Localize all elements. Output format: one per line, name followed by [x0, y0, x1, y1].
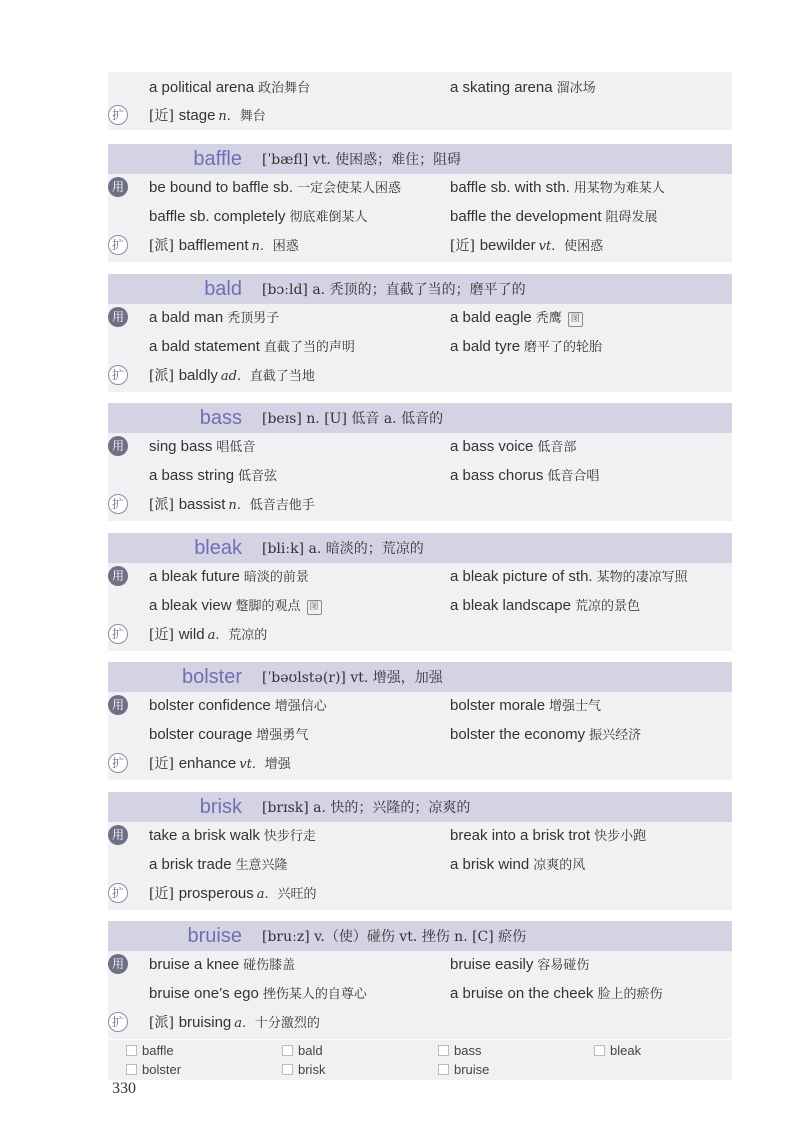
usage-row [108, 692, 732, 718]
entry-header [108, 533, 732, 563]
example-english: bruise one’s ego [149, 985, 259, 1002]
headword: bleak [194, 537, 242, 559]
extension-row [108, 750, 732, 776]
headword: bald [204, 278, 242, 300]
usage-icon: 用 [108, 566, 128, 586]
example-english: a bald tyre [450, 338, 521, 355]
extension-icon: 扩 [108, 1012, 128, 1032]
example-english: bolster the economy [450, 726, 586, 743]
usage-example [450, 854, 585, 876]
example-chinese: 增强士气 [549, 699, 602, 714]
extension-row [108, 880, 732, 906]
usage-icon: 用 [108, 307, 128, 327]
usage-example [450, 595, 640, 617]
relation-tag: [派] [149, 1015, 174, 1031]
related-word [149, 624, 267, 646]
usage-example [149, 307, 279, 329]
related-word-english: prosperous [178, 885, 254, 902]
example-english: a brisk wind [450, 856, 530, 873]
entry-bass [108, 403, 732, 521]
example-chinese: 凉爽的风 [533, 858, 586, 873]
review-word: bleak [594, 1043, 641, 1058]
extension-row [108, 491, 732, 517]
extension-icon: 扩 [108, 624, 128, 644]
example-english: bruise easily [450, 956, 534, 973]
extension-icon: 扩 [108, 494, 128, 514]
review-word: brisk [282, 1062, 325, 1077]
extension-row [108, 621, 732, 647]
definition: [beɪs] n. [U] 低音 a. 低音的 [262, 411, 444, 427]
example-english: a bleak landscape [450, 597, 571, 614]
part-of-speech: a. [256, 887, 269, 902]
usage-example: a skating arena 溜冰场 [450, 79, 596, 96]
example-english: take a brisk walk [149, 827, 260, 844]
example-chinese: 生意兴隆 [235, 858, 288, 873]
usage-example [450, 983, 662, 1005]
headword: bolster [181, 666, 242, 688]
example-chinese: 低音合唱 [547, 469, 600, 484]
relation-tag: [派] [149, 238, 174, 254]
usage-example [149, 465, 277, 487]
example-chinese: 增强勇气 [256, 728, 309, 743]
checkbox-icon [282, 1064, 293, 1075]
usage-row [108, 563, 732, 589]
usage-example [450, 336, 602, 358]
review-word: bruise [438, 1062, 489, 1077]
headword: bass [199, 407, 242, 429]
definition: [bliːk] a. 暗淡的；荒凉的 [262, 541, 424, 557]
usage-example [450, 695, 601, 717]
example-english: break into a brisk trot [450, 827, 591, 844]
usage-row [108, 980, 732, 1006]
entry-bald [108, 274, 732, 392]
usage-example [149, 695, 327, 717]
example-chinese: 秃顶男子 [227, 311, 280, 326]
example-chinese: 秃鹰 [535, 311, 562, 326]
example-chinese: 振兴经济 [589, 728, 642, 743]
definition: [ˈbæfl] vt. 使困惑；难住；阻碍 [262, 152, 462, 168]
usage-example [149, 724, 308, 746]
part-of-speech: vt. [239, 757, 256, 772]
review-word: bass [438, 1043, 481, 1058]
relation-tag: [派] [149, 497, 174, 513]
usage-row [108, 333, 732, 359]
entry-header [108, 921, 732, 951]
usage-example [450, 465, 599, 487]
entry-body [108, 951, 732, 1039]
entry-header [108, 274, 732, 304]
entry-header [108, 662, 732, 692]
example-english: a brisk trade [149, 856, 232, 873]
example-english: bolster morale [450, 697, 546, 714]
usage-example [450, 307, 583, 329]
related-word-chinese: 直截了当地 [249, 369, 315, 384]
usage-example [149, 825, 316, 847]
related-word: [近] stage n. 舞台 [149, 107, 266, 124]
headword: baffle [193, 148, 242, 170]
example-chinese: 增强信心 [274, 699, 327, 714]
usage-example [149, 954, 295, 976]
usage-example [450, 724, 641, 746]
usage-example [450, 566, 688, 588]
usage-example [149, 336, 355, 358]
example-english: a bleak future [149, 568, 240, 585]
example-chinese: 暗淡的前景 [243, 570, 309, 585]
continuation-block [108, 72, 732, 130]
extension-icon: 扩 [108, 365, 128, 385]
example-english: a bald statement [149, 338, 260, 355]
usage-row [108, 304, 732, 330]
example-english: a bass voice [450, 438, 534, 455]
related-word-chinese: 兴旺的 [277, 887, 317, 902]
entry-body [108, 563, 732, 651]
entry-body [108, 304, 732, 392]
extension-row [108, 102, 732, 128]
entry-baffle [108, 144, 732, 262]
extension-icon: 扩 [108, 753, 128, 773]
extension-icon: 扩 [108, 883, 128, 903]
definition: [brɪsk] a. 快的；兴隆的；凉爽的 [262, 800, 471, 816]
headword: bruise [187, 925, 242, 947]
related-word [450, 235, 603, 257]
example-english: a bass chorus [450, 467, 544, 484]
example-chinese: 用某物为难某人 [573, 181, 665, 196]
relation-tag: [近] [149, 627, 174, 643]
example-english: baffle sb. with sth. [450, 179, 570, 196]
part-of-speech: n. [251, 239, 265, 254]
entry-brisk [108, 792, 732, 910]
example-chinese: 磨平了的轮胎 [524, 340, 603, 355]
related-word-english: bruising [178, 1014, 232, 1031]
usage-icon: 用 [108, 825, 128, 845]
entry-header [108, 144, 732, 174]
usage-example [149, 177, 401, 199]
usage-example [149, 436, 255, 458]
entry-body [108, 692, 732, 780]
relation-tag: [近] [149, 756, 174, 772]
example-english: a bleak view [149, 597, 232, 614]
related-word [149, 1012, 320, 1034]
usage-row [108, 592, 732, 618]
part-of-speech: ad. [220, 369, 242, 384]
example-chinese: 某物的凄凉写照 [596, 570, 688, 585]
usage-row [108, 433, 732, 459]
review-word-grid [108, 1040, 732, 1080]
usage-example [450, 206, 658, 228]
example-english: baffle sb. completely [149, 208, 286, 225]
related-word [149, 494, 315, 516]
example-chinese: 挫伤某人的自尊心 [262, 987, 367, 1002]
extension-row [108, 232, 732, 258]
usage-icon: 用 [108, 954, 128, 974]
example-chinese: 直截了当的声明 [263, 340, 355, 355]
example-chinese: 脸上的瘀伤 [597, 987, 663, 1002]
extension-row [108, 362, 732, 388]
usage-example [149, 566, 309, 588]
related-word-english: enhance [178, 755, 237, 772]
related-word-chinese: 困惑 [272, 239, 299, 254]
usage-example [450, 954, 589, 976]
related-word [149, 365, 315, 387]
example-chinese: 碰伤膝盖 [243, 958, 296, 973]
related-word [149, 753, 291, 775]
usage-row [108, 74, 732, 100]
example-english: baffle the development [450, 208, 602, 225]
example-english: bolster courage [149, 726, 253, 743]
usage-example [149, 595, 322, 617]
relation-tag: [近] [149, 886, 174, 902]
related-word-english: baldly [178, 367, 218, 384]
relation-tag: [近] [450, 238, 475, 254]
example-chinese: 容易碰伤 [537, 958, 590, 973]
usage-example [149, 983, 367, 1005]
example-chinese: 唱低音 [216, 440, 256, 455]
usage-row [108, 721, 732, 747]
related-word-chinese: 十分激烈的 [254, 1016, 320, 1031]
relation-tag: [派] [149, 368, 174, 384]
example-chinese: 快步行走 [263, 829, 316, 844]
example-chinese: 蹩脚的观点 [235, 599, 301, 614]
review-word: bolster [126, 1062, 181, 1077]
entry-bruise [108, 921, 732, 1039]
example-chinese: 一定会使某人困惑 [297, 181, 402, 196]
usage-row [108, 822, 732, 848]
review-word: baffle [126, 1043, 174, 1058]
checkbox-icon [126, 1045, 137, 1056]
usage-icon: 用 [108, 695, 128, 715]
checkbox-icon [126, 1064, 137, 1075]
entry-body [108, 822, 732, 910]
example-english: be bound to baffle sb. [149, 179, 294, 196]
related-word [149, 235, 299, 257]
example-english: a bald eagle [450, 309, 532, 326]
example-english: sing bass [149, 438, 213, 455]
related-word [149, 883, 316, 905]
usage-icon: 用 [108, 177, 128, 197]
entry-header [108, 792, 732, 822]
picture-icon: 图 [307, 600, 322, 615]
headword: brisk [199, 796, 242, 818]
usage-example [149, 854, 288, 876]
related-word-chinese: 增强 [264, 757, 291, 772]
related-word-english: bewilder [479, 237, 536, 254]
related-word-english: bassist [178, 496, 226, 513]
definition: [bruːz] v.（使）碰伤 vt. 挫伤 n. [C] 瘀伤 [262, 929, 527, 945]
example-english: a bald man [149, 309, 224, 326]
definition: [ˈbəʊlstə(r)] vt. 增强，加强 [262, 670, 443, 686]
example-chinese: 低音弦 [238, 469, 278, 484]
example-chinese: 阻碍发展 [605, 210, 658, 225]
entry-bleak [108, 533, 732, 651]
usage-row [108, 462, 732, 488]
usage-example [450, 177, 665, 199]
example-chinese: 快步小跑 [594, 829, 647, 844]
checkbox-icon [282, 1045, 293, 1056]
example-chinese: 低音部 [537, 440, 577, 455]
checkbox-icon [438, 1064, 449, 1075]
part-of-speech: a. [234, 1016, 247, 1031]
usage-row [108, 203, 732, 229]
part-of-speech: vt. [538, 239, 556, 254]
usage-row [108, 951, 732, 977]
example-english: bolster confidence [149, 697, 271, 714]
entry-bolster [108, 662, 732, 780]
entry-body [108, 174, 732, 262]
picture-icon: 图 [568, 312, 583, 327]
example-chinese: 荒凉的景色 [574, 599, 640, 614]
usage-example [450, 825, 646, 847]
related-word-chinese: 使困惑 [564, 239, 604, 254]
related-word-english: bafflement [178, 237, 249, 254]
example-english: bruise a knee [149, 956, 240, 973]
checkbox-icon [594, 1045, 605, 1056]
usage-row [108, 174, 732, 200]
part-of-speech: n. [228, 498, 241, 513]
usage-icon: 用 [108, 436, 128, 456]
usage-row [108, 851, 732, 877]
related-word-chinese: 荒凉的 [228, 628, 268, 643]
page-number: 330 [112, 1080, 136, 1097]
extension-icon: 扩 [108, 105, 128, 125]
example-english: a bruise on the cheek [450, 985, 594, 1002]
usage-example [450, 436, 576, 458]
review-word: bald [282, 1043, 323, 1058]
extension-icon: 扩 [108, 235, 128, 255]
usage-example [149, 206, 367, 228]
entry-header [108, 403, 732, 433]
example-english: a bass string [149, 467, 235, 484]
related-word-chinese: 低音吉他手 [249, 498, 315, 513]
usage-example: a political arena 政治舞台 [149, 79, 311, 96]
related-word-english: wild [178, 626, 205, 643]
part-of-speech: a. [207, 628, 220, 643]
entry-body [108, 433, 732, 521]
extension-row [108, 1009, 732, 1035]
definition: [bɔːld] a. 秃顶的；直截了当的；磨平了的 [262, 282, 526, 298]
example-english: a bleak picture of sth. [450, 568, 593, 585]
checkbox-icon [438, 1045, 449, 1056]
example-chinese: 彻底难倒某人 [289, 210, 368, 225]
